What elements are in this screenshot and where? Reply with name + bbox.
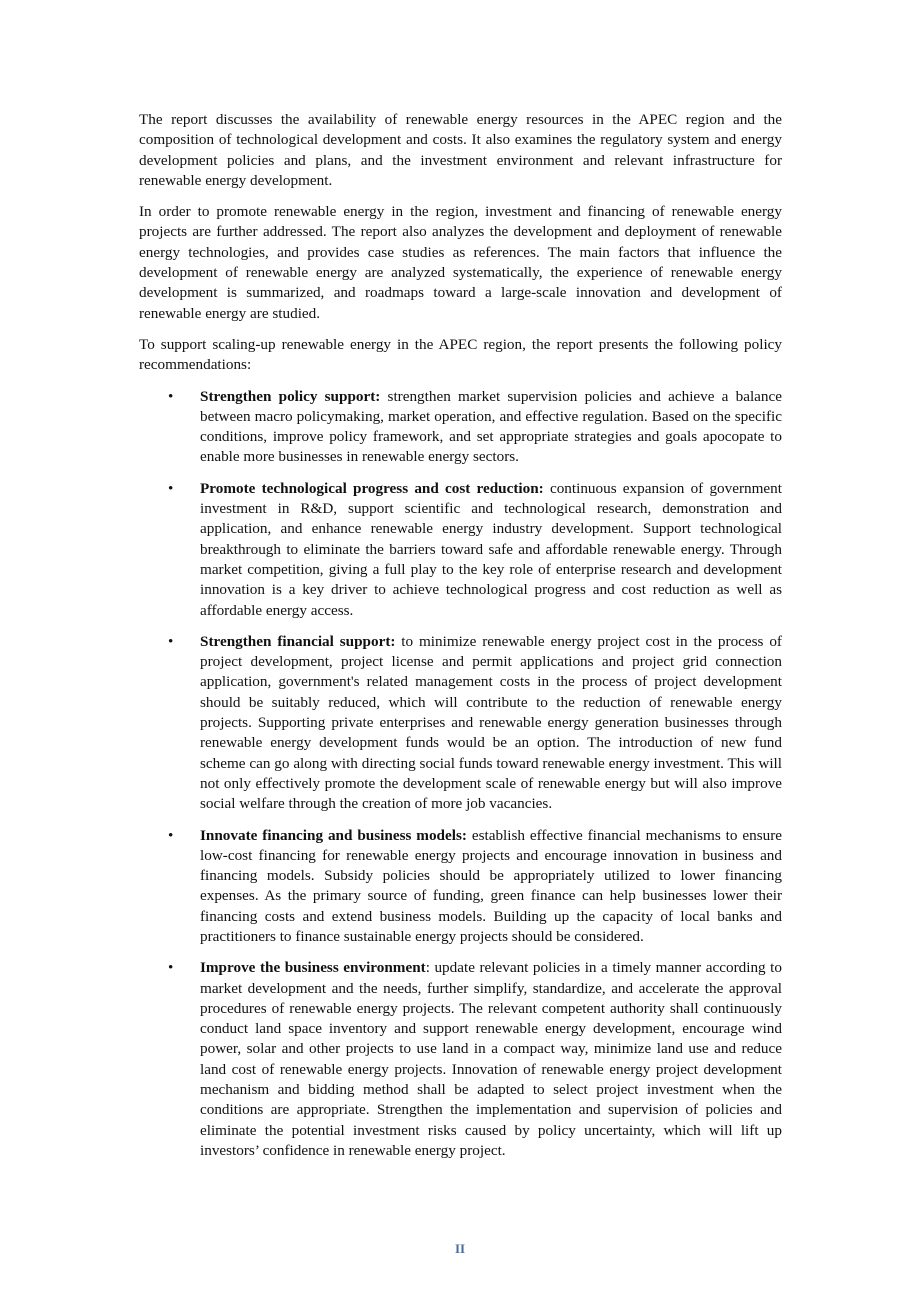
bullet-icon: • — [168, 387, 174, 405]
bullet-icon: • — [168, 959, 174, 977]
document-body — [139, 110, 782, 1172]
bullet-icon: • — [168, 826, 174, 844]
recommendation-item — [139, 479, 782, 621]
recommendation-title: Innovate financing and business models: — [200, 826, 467, 844]
recommendation-item — [139, 826, 782, 948]
recommendation-item — [139, 958, 782, 1161]
recommendation-text: : update relevant policies in a timely manner according to market development and the needs, further simplify, standardize, and accelerate the approval procedures of renewable energy projects. The relevant competent authority shall continuously conduct land space inventory and support renewable energy development, encourage wind power, solar and other projects to use land in a compact way, minimize land use and reduce land cost of renewable energy projects. Innovation of renewable energy project development mechanism and bidding method shall be adapted to select project investment when the conditions are appropriate. Strengthen the implementation and supervision of policies and eliminate the potential investment risks caused by policy uncertainty, which will lift up investors’ confidence in renewable energy project. — [200, 959, 782, 1159]
recommendation-text: continuous expansion of government investment in R&D, support scientific and technological research, demonstration and application, and enhance renewable energy industry development. Support technological breakthrough to eliminate the barriers toward safe and affordable renewable energy. Through market competition, giving a full play to the key role of enterprise research and development innovation is a key driver to achieve technological progress and cost reduction as well as affordable energy access. — [200, 479, 782, 619]
recommendation-item — [139, 632, 782, 815]
recommendations-list — [139, 387, 782, 1162]
recommendation-item — [139, 387, 782, 468]
intro-paragraph-1: The report discusses the availability of renewable energy resources in the APEC region and the composition of technological development and costs. It also examines the regulatory system and energy development policies and plans, and the investment environment and relevant infrastructure for renewable energy development. — [139, 111, 782, 189]
intro-paragraph-2: In order to promote renewable energy in the region, investment and financing of renewable energy projects are further addressed. The report also analyzes the development and deployment of renewable energy technologies, and provides case studies as references. The main factors that influence the development of renewable energy are analyzed systematically, the experience of renewable energy development is summarized, and roadmaps toward a large-scale innovation and development of renewable energy are studied. — [139, 203, 782, 322]
recommendation-text: to minimize renewable energy project cost in the process of project development, project license and permit applications and project grid connection application, government's related management costs in the process of project development should be suitably reduced, which will contribute to the reduction of renewable energy projects. Supporting private enterprises and renewable energy generation businesses through renewable energy development funds would be an option. The introduction of new fund scheme can go along with directing social funds toward renewable energy investment. This will not only effectively promote the development scale of renewable energy but will also improve social welfare through the creation of more job vacancies. — [200, 632, 782, 813]
bullet-icon: • — [168, 479, 174, 497]
page-number: II — [454, 1241, 466, 1256]
intro-paragraph-3: To support scaling-up renewable energy in the APEC region, the report presents the following policy recommendations: — [139, 335, 782, 374]
recommendation-text: strengthen market supervision policies and achieve a balance between macro policymaking, market operation, and effective regulation. Based on the specific conditions, improve policy framework, and set appropriate strategies and goals apocopate to enable more businesses in renewable energy sectors. — [200, 387, 782, 466]
recommendation-title: Promote technological progress and cost reduction: — [200, 479, 544, 497]
recommendation-text: establish effective financial mechanisms to ensure low-cost financing for renewable energy projects and encourage innovation in business and financing models. Subsidy policies should be appropriately utilized to lower financing expenses. As the primary source of funding, green finance can help businesses lower their financing costs and extend business models. Building up the capacity of local banks and practitioners to finance sustainable energy projects should be considered. — [200, 826, 782, 945]
bullet-icon: • — [168, 632, 174, 650]
recommendation-title: Strengthen financial support: — [200, 632, 396, 650]
recommendation-title: Strengthen policy support: — [200, 387, 381, 405]
recommendation-title: Improve the business environment — [200, 959, 426, 977]
